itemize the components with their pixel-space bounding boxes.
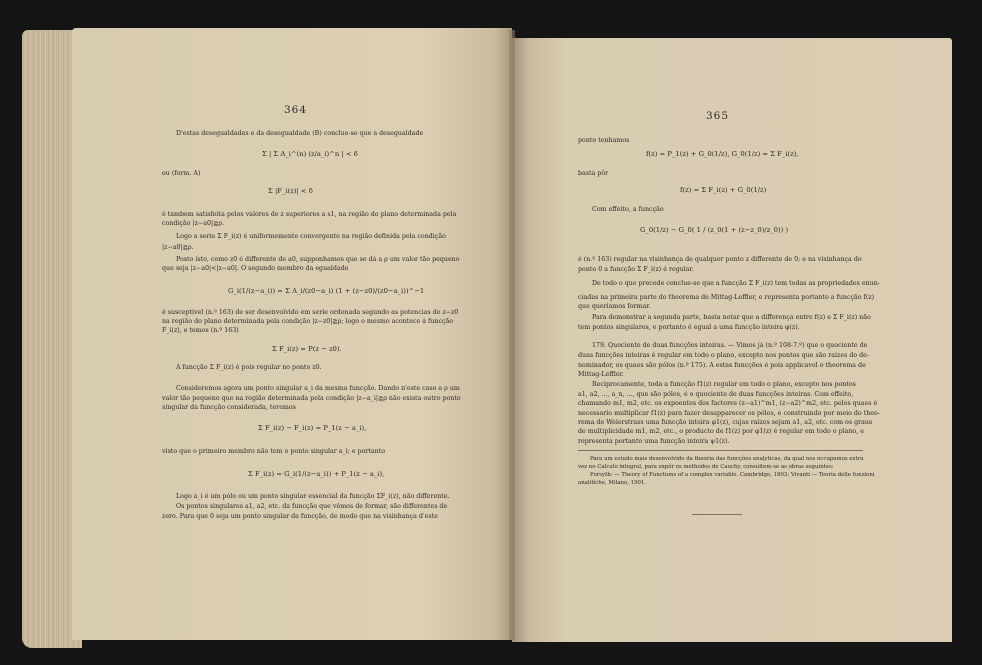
right-page xyxy=(512,38,952,642)
left-equation-3: G_i(1/(z−a_i)) = Σ A_i/(z0−a_i) (1 + (z−z0)/(z0−a_i))^−1 xyxy=(228,287,425,295)
right-line-13: nominador, os quaes são pólos (n.º 175). A estas funcções é pois applicavel o theorema de xyxy=(578,362,866,369)
left-line-8: que seja |z−a0|<|z−a0|. O segundo membro da egualdade xyxy=(162,265,349,272)
left-line-19: zero. Para que 0 seja um ponto singular da funcção, de modo que na visinhança d'este xyxy=(162,513,438,520)
left-line-2: ou (form. A) xyxy=(162,170,201,177)
right-line-2: basta pôr xyxy=(578,170,609,177)
right-line-8: que queriamos formar. xyxy=(578,303,651,310)
right-line-21: representa portanto uma funcção inteira ψ1(z). xyxy=(578,438,730,445)
right-line-4: é (n.º 163) regular na visinhança de qualquer ponto z differente de 0; e na visinhança do xyxy=(578,256,862,263)
footnote-line-1: Para um estudo mais desenvolvido da theoria das funcções analyticas, da qual nos occupamos extra xyxy=(590,456,864,462)
left-line-18: Os pontos singulares a1, a2, etc. da funcção que vêmos de formar, são differentes de xyxy=(176,503,448,510)
left-equation-1: Σ | Σ A_i^(n) (z/a_i)^n | < δ xyxy=(262,150,358,158)
left-line-9: é susceptivel (n.º 163) de ser desenvolvido em serie ordenada segundo as potencias de z−z0 xyxy=(162,309,459,316)
right-line-7: ciadas na primeira parte do theorema de Mittag-Leffler, e representa portanto a funcção f(z) xyxy=(578,294,875,301)
right-line-15: Reciprocamente, toda a funcção f1(z) regular em todo o plano, excepto nos pontos xyxy=(592,381,856,388)
left-equation-2: Σ |F_i(z)| < δ xyxy=(268,187,313,195)
right-line-14: Mittag-Leffler. xyxy=(578,371,624,378)
left-line-6: |z−a0|≧ρ. xyxy=(162,244,194,251)
left-line-7: Posto isto, como z0 é differente de a0, supponhamos que se dá a ρ um valor tão pequeno xyxy=(176,256,460,263)
right-line-9: Para demonstrar a segunda parte, basta notar que a differença entre f(z) e Σ F_i(z) não xyxy=(592,314,871,321)
right-line-12: duas funcções inteiras é regular em todo o plano, excepto nos pontos que são raizes do de- xyxy=(578,352,870,359)
left-line-17: Logo a_i é um pólo ou um ponto singular essencial da funcção ΣF_i(z), não differente. xyxy=(176,493,450,500)
left-line-13: Consideremos agora um ponto singular a_i da mesma funcção. Dando n'este caso a ρ um xyxy=(176,385,460,392)
right-equation-2: f(z) = Σ F_i(z) + G_0(1/z) xyxy=(680,186,767,194)
left-page-number: 364 xyxy=(284,104,308,116)
footnote-line-4: analitiche, Milano, 1901. xyxy=(578,480,647,486)
left-equation-4: Σ F_i(z) = P(z − z0). xyxy=(272,345,342,353)
footnote-line-2: vez no Calculo integral, para expôr os methodos de Cauchy, consultem-se as obras seguintes: xyxy=(578,464,834,470)
right-line-20: de multiplicidade m1, m2, etc., o producto de f1(z) por φ1(z) é regular em todo o plano, e xyxy=(578,428,864,435)
right-line-6: De todo o que precede conclue-se que a funcção Σ F_i(z) tem todas as propriedades enun- xyxy=(592,280,880,287)
right-line-10: tem pontos singulares, e portanto é egual a uma funcção inteira φ(z). xyxy=(578,324,800,331)
left-line-1: D'estas desegualdades e da desegualdade (B) conclue-se que a desegualdade xyxy=(176,130,424,137)
right-line-16: a1, a2, ..., a_n, ..., que são pólos, é o quociente de duas funcções inteiras. Com effeito, xyxy=(578,391,854,398)
left-equation-5: Σ F_i(z) − F_i(z) = P_1(z − a_i), xyxy=(258,424,367,432)
footnote-rule xyxy=(578,450,863,451)
left-equation-6: Σ F_i(z) = G_i(1/(z−a_i)) + P_1(z − a_i), xyxy=(248,470,385,478)
right-equation-1: f(z) = P_1(z) + G_0(1/z), G_0(1/z) = Σ F_i(z), xyxy=(646,150,799,158)
left-line-14: valor tão pequeno que na região determinada pela condição |z−a_i|≧ρ não exista outro ponto xyxy=(162,395,461,402)
left-page xyxy=(72,28,512,640)
left-line-15: singular da funcção considerada, teremos xyxy=(162,404,296,411)
right-line-19: rema de Weierstrass uma funcção inteira φ1(z), cujas raizes sejam a1, a2, etc. com os graus xyxy=(578,419,873,426)
footnote-line-3: Forsyth: — Theory of Functions of a complex variable. Cambridge, 1893; Vivanti — Teoria delle funzioni xyxy=(590,472,875,478)
left-line-5: Logo a serie Σ F_i(z) é uniformemente convergente na região definida pela condição xyxy=(176,233,446,240)
left-line-4: condição |z−a0|≧ρ. xyxy=(162,220,225,227)
right-equation-3: G_0(1/z) − G_0( 1 / (z_0(1 + (z−z_0)/z_0)) ) xyxy=(640,226,789,234)
right-line-3: Com effeito, a funcção xyxy=(592,206,664,213)
book-gutter xyxy=(509,30,515,640)
right-line-18: necessario multiplicar f1(z) para fazer desapparecer os pólos, e construindo por meio do theo- xyxy=(578,410,880,417)
right-line-11: 179. Quociente de duas funcções inteiras. — Vimos já (n.º 108-7.º) que o quociente de xyxy=(592,342,868,349)
left-line-10: na região do plano determinada pela condição |z−z0|≧ρ; logo o mesmo acontece á funcção xyxy=(162,318,454,325)
left-line-11: F_i(z), e temos (n.º 163) xyxy=(162,327,239,334)
left-line-16: visto que o primeiro membro não tem o ponto singular a_i; e portanto xyxy=(162,448,386,455)
right-line-1: ponto tenhamos xyxy=(578,137,630,144)
left-line-12: A funcção Σ F_i(z) é pois regular no ponto z0. xyxy=(176,364,322,371)
right-line-5: ponto 0 a funcção Σ F_i(z) é regular. xyxy=(578,266,694,273)
end-rule xyxy=(692,514,742,515)
left-line-3: é tambem satisfeita pelos valores de z superiores a s1, na região do plano determinada pela xyxy=(162,211,457,218)
right-line-17: chamando m1, m2, etc. os expoentes dos factores (z−a1)^m1, (z−a2)^m2, etc. pelos quaes é xyxy=(578,400,878,407)
right-page-number: 365 xyxy=(706,110,730,122)
